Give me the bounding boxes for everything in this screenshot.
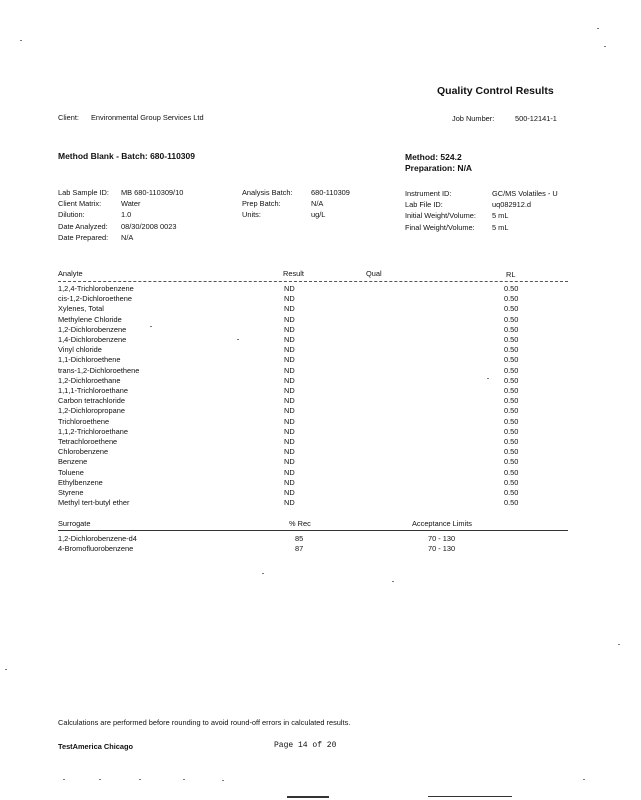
preparation: Preparation: N/A [405, 163, 473, 173]
analyte-rl: 0.50 [504, 284, 519, 293]
analyte-rl: 0.50 [504, 498, 519, 508]
analyte-rl: 0.50 [504, 426, 519, 436]
surrogate-row [58, 534, 528, 544]
info-label: Date Prepared: [58, 232, 109, 242]
scan-speck [604, 46, 606, 47]
analyte-name: Methylene Chloride [58, 314, 122, 324]
info-value: 1.0 [121, 210, 132, 220]
analyte-name: Toluene [58, 467, 84, 477]
table-header-rule [58, 281, 568, 282]
table-row [58, 427, 528, 437]
analyte-name: 1,1,1-Trichloroethane [58, 386, 128, 395]
info-value: 5 mL [492, 222, 509, 232]
scan-speck [20, 40, 22, 41]
scan-speck [150, 326, 152, 327]
analyte-rl: 0.50 [504, 396, 519, 406]
table-row [58, 488, 528, 498]
analyte-name: Ethylbenzene [58, 477, 103, 487]
surrogate-row [58, 544, 528, 554]
analyte-name: trans-1,2-Dichloroethene [58, 365, 140, 375]
analyte-rl: 0.50 [504, 467, 519, 477]
analyte-rl: 0.50 [504, 375, 519, 385]
analyte-rl: 0.50 [504, 304, 519, 314]
lab-name: TestAmerica Chicago [58, 742, 134, 751]
analyte-rl: 0.50 [504, 314, 519, 324]
analyte-name: Trichloroethene [58, 416, 110, 426]
bottom-scan-mark [287, 796, 329, 798]
analyte-rl: 0.50 [504, 416, 519, 426]
col-header-result: Result [283, 269, 304, 278]
scan-speck [5, 669, 7, 670]
client-name: Environmental Group Services Ltd [91, 113, 204, 122]
page-title: Quality Control Results [437, 85, 554, 97]
info-value: MB 680-110309/10 [121, 188, 184, 197]
analyte-name: 1,2,4-Trichlorobenzene [58, 284, 134, 293]
page-number: Page 14 of 20 [274, 741, 337, 750]
table-row [58, 457, 528, 467]
job-number-label: Job Number: [452, 114, 495, 123]
surrogate-recovery: 85 [295, 534, 304, 543]
analyte-result: ND [284, 447, 295, 457]
client-label: Client: [58, 113, 79, 122]
analyte-result: ND [284, 488, 295, 497]
analyte-result: ND [284, 437, 295, 446]
analyte-rl: 0.50 [504, 406, 519, 416]
table-row [58, 498, 528, 508]
analyte-result: ND [284, 396, 295, 406]
info-value: GC/MS Volatiles - U [492, 189, 558, 198]
analyte-result: ND [284, 416, 295, 426]
analyte-result: ND [284, 294, 295, 304]
table-row [58, 417, 528, 427]
analyte-result: ND [284, 375, 295, 385]
analyte-rl: 0.50 [504, 447, 519, 457]
analyte-name: Chlorobenzene [58, 447, 109, 457]
scan-speck [237, 339, 239, 340]
info-label: Lab File ID: [405, 200, 443, 210]
info-label: Units: [242, 210, 261, 220]
scan-speck [597, 28, 599, 29]
info-label: Lab Sample ID: [58, 188, 109, 197]
table-row [58, 345, 528, 355]
info-value: 680-110309 [311, 188, 350, 197]
surrogate-name: 4-Bromofluorobenzene [58, 544, 134, 554]
analyte-result: ND [284, 324, 295, 334]
scan-speck [487, 378, 489, 379]
method-blank-batch: Method Blank - Batch: 680-110309 [58, 151, 195, 161]
table-row [58, 304, 528, 314]
info-label: Date Analyzed: [58, 221, 108, 231]
analyte-result: ND [284, 284, 295, 293]
table-row [58, 406, 528, 416]
scan-speck [618, 644, 620, 645]
col-header-surrogate: Surrogate [58, 519, 91, 528]
analyte-name: 1,1,2-Trichloroethane [58, 426, 128, 436]
analyte-rl: 0.50 [504, 437, 519, 446]
analyte-name: 1,4-Dichlorobenzene [58, 335, 127, 344]
analyte-result: ND [284, 314, 295, 324]
scan-speck [99, 779, 101, 780]
table-row [58, 386, 528, 396]
info-value: uq082912.d [492, 200, 532, 210]
col-header-rl: RL [506, 270, 516, 279]
analyte-name: 1,2-Dichlorobenzene [58, 324, 127, 334]
job-number: 500-12141-1 [515, 114, 557, 123]
analyte-result: ND [284, 498, 295, 508]
info-value: ug/L [311, 210, 326, 220]
analyte-rl: 0.50 [504, 294, 519, 304]
table-row [58, 294, 528, 304]
surrogate-recovery: 87 [295, 544, 304, 554]
col-header-rec: % Rec [289, 519, 311, 528]
analyte-result: ND [284, 406, 295, 416]
info-value: N/A [311, 199, 324, 209]
analyte-name: Styrene [58, 488, 84, 497]
method: Method: 524.2 [405, 152, 462, 162]
analyte-name: 1,1-Dichloroethene [58, 355, 121, 365]
analyte-rl: 0.50 [504, 365, 519, 375]
table-row [58, 437, 528, 447]
analyte-result: ND [284, 457, 295, 467]
table-row [58, 335, 528, 345]
scan-speck [63, 779, 65, 780]
bottom-scan-mark-right [428, 796, 512, 797]
surrogate-limits: 70 - 130 [428, 534, 456, 543]
col-header-limits: Acceptance Limits [412, 519, 472, 528]
analyte-rl: 0.50 [504, 324, 519, 334]
analyte-result: ND [284, 345, 295, 355]
analyte-name: 1,2-Dichloroethane [58, 375, 121, 385]
analyte-name: Tetrachloroethene [58, 437, 118, 446]
info-label: Client Matrix: [58, 199, 102, 209]
info-label: Dilution: [58, 210, 85, 220]
scan-speck [139, 779, 141, 780]
table-row [58, 478, 528, 488]
table-row [58, 447, 528, 457]
analyte-result: ND [284, 355, 295, 365]
info-value: N/A [121, 232, 134, 242]
info-value: 08/30/2008 0023 [121, 221, 177, 231]
surrogate-header-rule [58, 530, 568, 531]
info-label: Analysis Batch: [242, 188, 293, 197]
table-row [58, 315, 528, 325]
analyte-rl: 0.50 [504, 386, 519, 395]
scan-speck [222, 780, 224, 781]
info-value: Water [121, 199, 141, 209]
table-row [58, 366, 528, 376]
analyte-result: ND [284, 304, 295, 314]
analyte-result: ND [284, 365, 295, 375]
table-row [58, 325, 528, 335]
table-row [58, 396, 528, 406]
col-header-analyte: Analyte [58, 269, 83, 278]
scan-speck [583, 779, 585, 780]
analyte-result: ND [284, 477, 295, 487]
analyte-name: Vinyl chloride [58, 345, 102, 355]
scan-speck [392, 581, 394, 582]
analyte-name: cis-1,2-Dichloroethene [58, 294, 132, 304]
table-row [58, 355, 528, 365]
analyte-rl: 0.50 [504, 355, 519, 365]
analyte-rl: 0.50 [504, 345, 519, 355]
scan-speck [183, 779, 185, 780]
analyte-name: Carbon tetrachloride [58, 396, 125, 406]
calculation-note: Calculations are performed before rounding to avoid round-off errors in calculated results. [58, 718, 351, 727]
analyte-result: ND [284, 467, 295, 477]
analyte-name: Methyl tert-butyl ether [58, 498, 130, 508]
info-label: Instrument ID: [405, 189, 452, 198]
analyte-name: 1,2-Dichloropropane [58, 406, 125, 416]
col-header-qual: Qual [366, 269, 382, 278]
analyte-rl: 0.50 [504, 457, 519, 467]
info-label: Initial Weight/Volume: [405, 211, 476, 221]
analyte-rl: 0.50 [504, 488, 519, 497]
analyte-result: ND [284, 386, 295, 395]
analyte-name: Xylenes, Total [58, 304, 104, 314]
table-row [58, 284, 528, 294]
info-label: Prep Batch: [242, 199, 281, 209]
analyte-result: ND [284, 335, 295, 344]
analyte-name: Benzene [58, 457, 88, 467]
scan-speck [262, 573, 264, 574]
table-row [58, 468, 528, 478]
surrogate-name: 1,2-Dichlorobenzene-d4 [58, 534, 137, 543]
analyte-result: ND [284, 426, 295, 436]
surrogate-limits: 70 - 130 [428, 544, 456, 554]
analyte-rl: 0.50 [504, 335, 519, 344]
table-row [58, 376, 528, 386]
info-value: 5 mL [492, 211, 509, 221]
analyte-rl: 0.50 [504, 477, 519, 487]
info-label: Final Weight/Volume: [405, 222, 475, 232]
